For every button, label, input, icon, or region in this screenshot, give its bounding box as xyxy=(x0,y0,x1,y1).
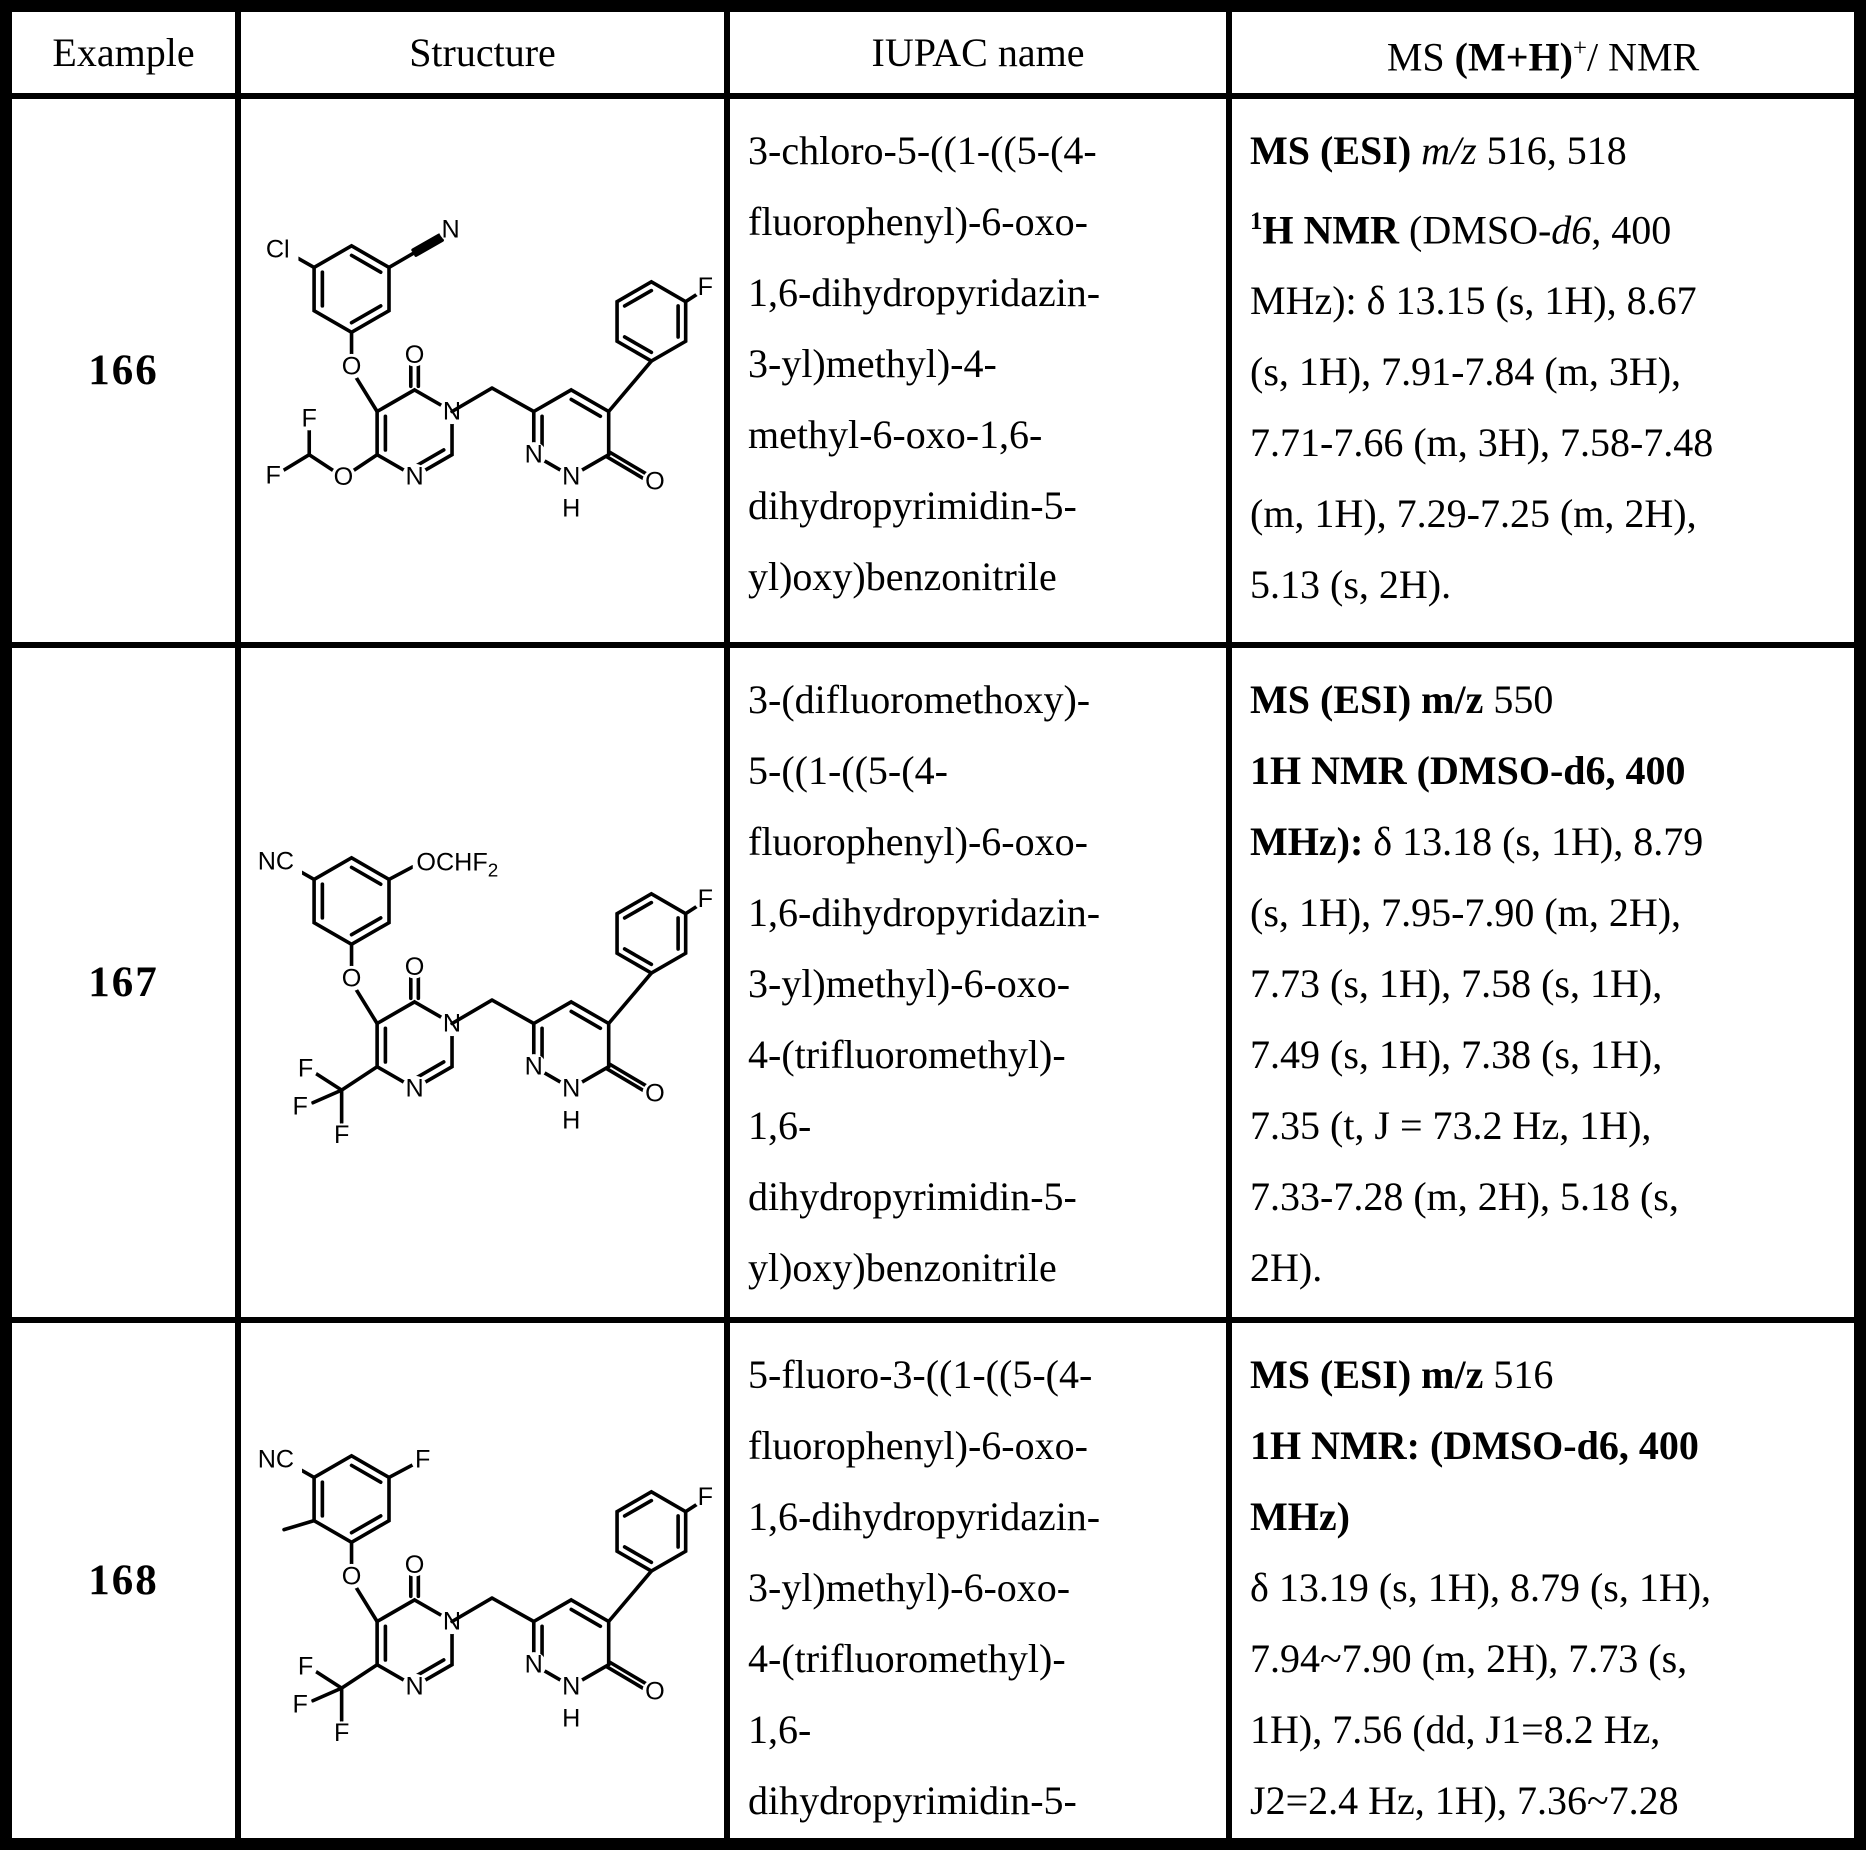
cf3-f2-label: F xyxy=(292,1690,308,1719)
header-ms-nmr-label: MS (M+H)+/ NMR xyxy=(1386,34,1700,80)
pyridazine-n1-label: N xyxy=(561,1672,580,1701)
structure-cell-167 xyxy=(241,648,730,1323)
example-number-166 xyxy=(12,99,241,648)
carbonyl-o-label: O xyxy=(404,1551,424,1580)
nitrile-n-label: N xyxy=(440,216,460,245)
pyridazinone-o-label: O xyxy=(644,1080,665,1109)
cf3-f1-label: F xyxy=(297,1054,313,1083)
structure-drawing-166 xyxy=(248,172,718,568)
structure-drawing-167 xyxy=(248,784,718,1180)
header-structure xyxy=(241,12,730,99)
pyrimidine-n3-label: N xyxy=(404,1672,424,1701)
pyridazinone-o-label: O xyxy=(644,1678,665,1707)
ochf2-f-left-label: F xyxy=(265,461,281,490)
header-iupac-label: IUPAC name xyxy=(871,30,1085,75)
nitrile-nc-label: NC xyxy=(257,847,294,876)
structure-drawing-168 xyxy=(248,1382,718,1778)
header-ms-nmr xyxy=(1232,12,1854,99)
chlorine-label: Cl xyxy=(265,235,290,264)
iupac-name-166: 3-chloro-5-((1-((5-(4- fluorophenyl)-6-oxo- 1,6-dihydropyridazin- 3-yl)methyl)-4- methyl-6-oxo-1,6- dihydropyrimidin-5- yl)oxy)benzonitrile xyxy=(730,99,1232,648)
ochf2-formula-label: $OCHF_2$ xyxy=(415,848,498,882)
ether-o-label: O xyxy=(341,1562,361,1591)
ether-o-label: O xyxy=(341,352,361,381)
nitrile-nc-label: NC xyxy=(257,1445,294,1474)
fluorophenyl-f-label: F xyxy=(697,885,713,914)
ochf2-o-label: O xyxy=(333,463,353,492)
cf3-f3-label: F xyxy=(333,1121,349,1150)
structure-cell-168 xyxy=(241,1323,730,1838)
pyrimidine-n1-label: N xyxy=(442,397,461,426)
ether-o-label: O xyxy=(341,964,361,993)
ring-f-label: F xyxy=(414,1445,430,1474)
iupac-name-167: 3-(difluoromethoxy)- 5-((1-((5-(4- fluorophenyl)-6-oxo- 1,6-dihydropyridazin- 3-yl)methyl)-6-oxo- 4-(trifluoromethyl)- 1,6- dihydropyrimidin-5- yl)oxy)benzonitrile xyxy=(730,648,1232,1323)
pyrimidine-n3-label: N xyxy=(404,1074,424,1103)
ms-nmr-166: MS (ESI) m/z 516, 518 $^1$H NMR (DMSO-d6, 400 MHz): δ 13.15 (s, 1H), 8.67 (s, 1H), 7.91-7.84 (m, 3H), 7.71-7.66 (m, 3H), 7.58-7.48 (m, 1H), 7.29-7.25 (m, 2H), 5.13 (s, 2H). xyxy=(1232,99,1854,648)
pyridazinone-o-label: O xyxy=(644,468,665,497)
cf3-f3-label: F xyxy=(333,1719,349,1748)
pyridazine-n1-label: N xyxy=(561,1074,580,1103)
example-166-label: 166 xyxy=(88,347,159,394)
pyridazine-nh-label: H xyxy=(561,495,580,524)
example-number-168 xyxy=(12,1323,241,1838)
cf3-f2-label: F xyxy=(292,1092,308,1121)
pyrimidine-n1-label: N xyxy=(442,1009,461,1038)
ms-nmr-167: MS (ESI) m/z 550 1H NMR (DMSO-d6, 400 MHz): δ 13.18 (s, 1H), 8.79 (s, 1H), 7.95-7.90 (m, 2H), 7.73 (s, 1H), 7.58 (s, 1H), 7.49 (s, 1H), 7.38 (s, 1H), 7.35 (t, J = 73.2 Hz, 1H), 7.33-7.28 (m, 2H), 5.18 (s, 2H). xyxy=(1232,648,1854,1323)
carbonyl-o-label: O xyxy=(404,341,424,370)
pyrimidine-n1-label: N xyxy=(442,1607,461,1636)
header-example xyxy=(12,12,241,99)
example-number-167 xyxy=(12,648,241,1323)
fluorophenyl-f-label: F xyxy=(697,1483,713,1512)
example-168-label: 168 xyxy=(88,1557,159,1604)
pyridazine-n2-label: N xyxy=(524,1053,543,1082)
pyridazine-n1-label: N xyxy=(561,462,580,491)
pyridazine-nh-label: H xyxy=(561,1705,580,1734)
header-example-label: Example xyxy=(52,30,195,75)
ochf2-f-top-label: F xyxy=(301,405,317,434)
pyridazine-n2-label: N xyxy=(524,1651,543,1680)
pyrimidine-n3-label: N xyxy=(404,462,424,491)
fluorophenyl-f-label: F xyxy=(697,273,713,302)
example-167-label: 167 xyxy=(88,959,159,1006)
pyridazine-n2-label: N xyxy=(524,441,543,470)
ms-nmr-168: MS (ESI) m/z 516 1H NMR: (DMSO-d6, 400 MHz) δ 13.19 (s, 1H), 8.79 (s, 1H), 7.94~7.90 (m, 2H), 7.73 (s, 1H), 7.56 (dd, J1=8.2 Hz, J2=2.4 Hz, 1H), 7.36~7.28 xyxy=(1232,1323,1854,1838)
pyridazine-nh-label: H xyxy=(561,1107,580,1136)
header-structure-label: Structure xyxy=(409,30,556,75)
header-iupac xyxy=(730,12,1232,99)
structure-cell-166 xyxy=(241,99,730,648)
carbonyl-o-label: O xyxy=(404,953,424,982)
cf3-f1-label: F xyxy=(297,1652,313,1681)
iupac-name-168: 5-fluoro-3-((1-((5-(4- fluorophenyl)-6-oxo- 1,6-dihydropyridazin- 3-yl)methyl)-6-oxo- 4-(trifluoromethyl)- 1,6- dihydropyrimidin-5- xyxy=(730,1323,1232,1838)
